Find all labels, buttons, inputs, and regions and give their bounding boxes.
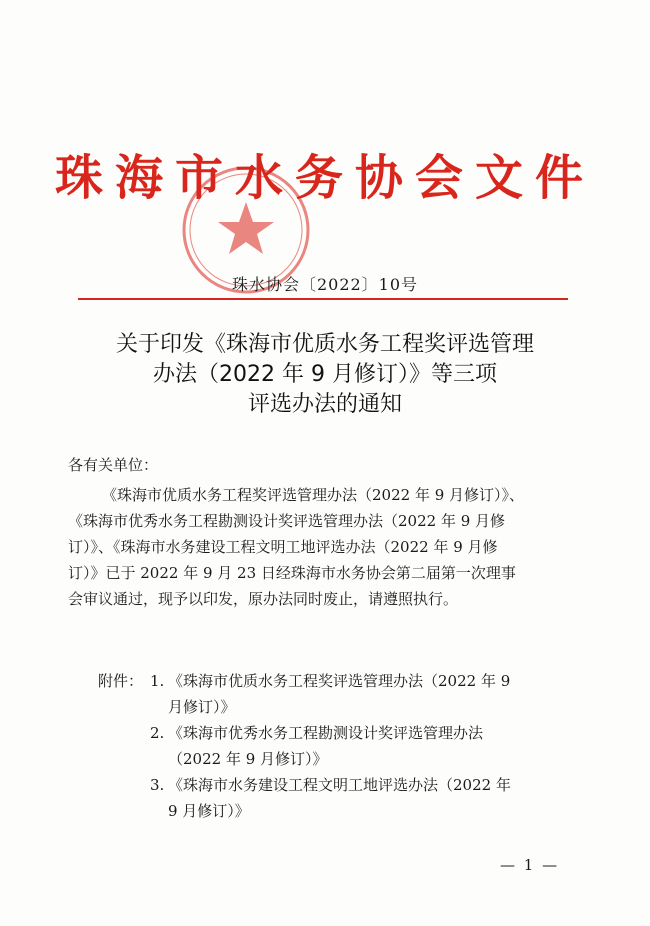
document-number: 珠水协会〔2022〕10号 <box>231 275 419 294</box>
body-paragraph <box>68 482 578 612</box>
header-divider <box>78 298 568 300</box>
attachment-continuation <box>98 746 588 772</box>
body-line: 《珠海市优秀水务工程勘测设计奖评选管理办法（2022 年 9 月修 <box>68 512 506 530</box>
attachment-item <box>98 720 588 746</box>
salutation: 各有关单位： <box>68 456 159 474</box>
attachment-text: 9 月修订）》 <box>168 802 250 820</box>
attachment-text: 《珠海市优质水务工程奖评选管理办法（2022 年 9 <box>168 672 511 690</box>
attachment-text: （2022 年 9 月修订）》 <box>168 750 328 768</box>
attachment-text: 《珠海市水务建设工程文明工地评选办法（2022 年 <box>168 776 511 794</box>
body-line: 订）》已于 2022 年 9 月 23 日经珠海市水务协会第二届第一次理事 <box>68 564 516 582</box>
attachments-list <box>98 668 588 824</box>
attachment-number: 1. <box>150 672 165 690</box>
body-line: 订）》、《珠海市水务建设工程文明工地评选办法（2022 年 9 月修 <box>68 538 498 556</box>
title-line-2: 办法（2022 年 9 月修订）》等三项 <box>153 362 497 387</box>
body-line: 《珠海市优质水务工程奖评选管理办法（2022 年 9 月修订）》、 <box>102 486 525 504</box>
attachment-number: 3. <box>150 776 165 794</box>
attachment-item <box>98 668 588 694</box>
attachment-item <box>98 772 588 798</box>
attachments-label: 附件： <box>98 672 144 690</box>
body-line: 会审议通过，现予以印发，原办法同时废止，请遵照执行。 <box>68 590 459 608</box>
attachment-text: 《珠海市优秀水务工程勘测设计奖评选管理办法 <box>168 724 484 742</box>
attachment-number: 2. <box>150 724 165 742</box>
attachment-continuation <box>98 798 588 824</box>
document-header-title: 珠海市水务协会文件 <box>54 150 595 206</box>
notice-title <box>60 330 590 420</box>
attachment-continuation <box>98 694 588 720</box>
attachment-text: 月修订）》 <box>168 698 236 716</box>
page-number: — 1 — <box>500 856 560 874</box>
title-line-1: 关于印发《珠海市优质水务工程奖评选管理 <box>115 332 534 357</box>
title-line-3: 评选办法的通知 <box>247 392 402 417</box>
